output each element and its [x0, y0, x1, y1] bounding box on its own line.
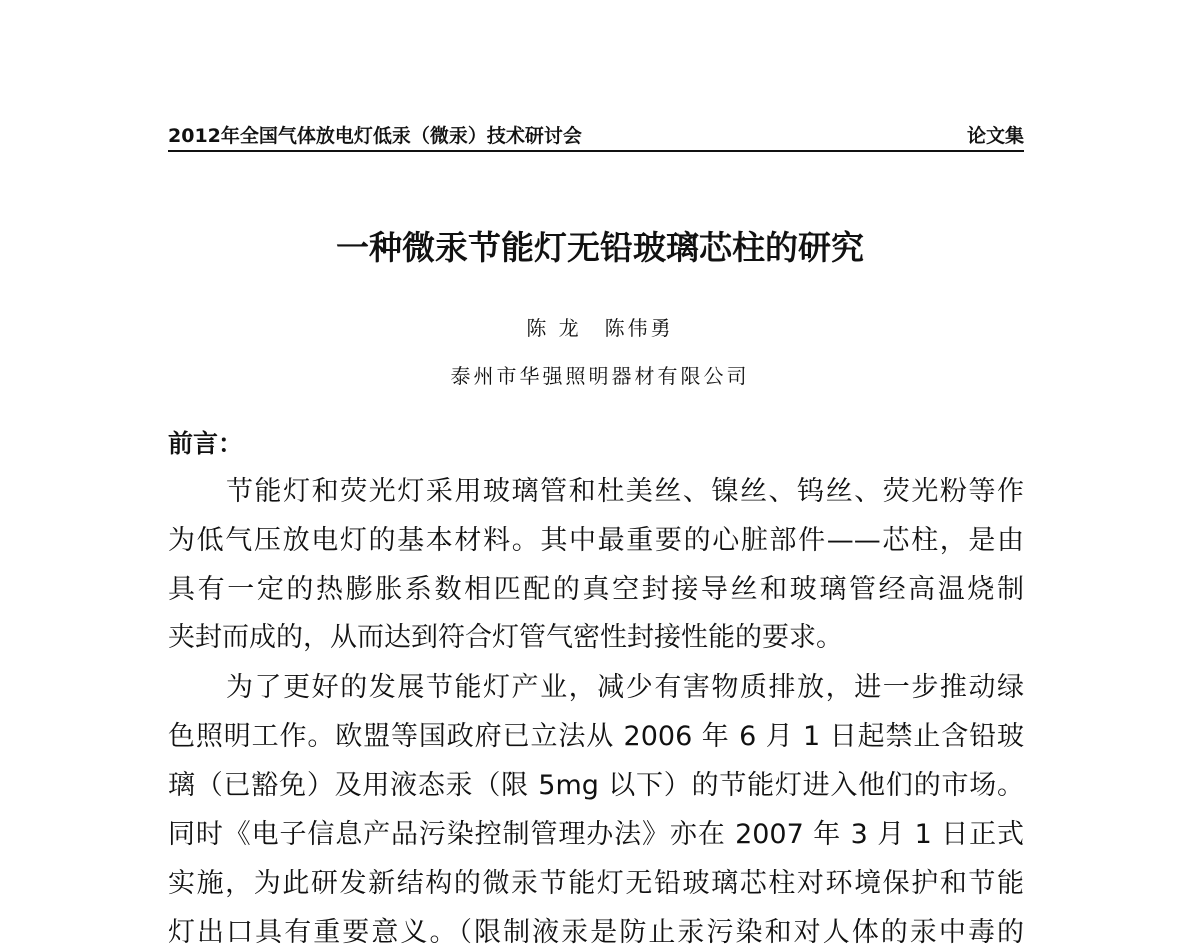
- body-line: 实施，为此研发新结构的微汞节能灯无铅玻璃芯柱对环境保护和节能: [168, 868, 1024, 899]
- section-heading: 前言：: [168, 429, 244, 458]
- paper-title: 一种微汞节能灯无铅玻璃芯柱的研究: [336, 228, 864, 267]
- body-line: 具有一定的热膨胀系数相匹配的真空封接导丝和玻璃管经高温烧制: [168, 574, 1024, 605]
- body-line: 为了更好的发展节能灯产业，减少有害物质排放，进一步推动绿: [226, 672, 1024, 703]
- body-line: 为低气压放电灯的基本材料。其中最重要的心脏部件——芯柱，是由: [168, 525, 1024, 556]
- paper-affiliation: 泰州市华强照明器材有限公司: [450, 364, 750, 388]
- running-header-collection: 论文集: [966, 125, 1024, 147]
- body-line: 节能灯和荧光灯采用玻璃管和杜美丝、镍丝、钨丝、荧光粉等作: [226, 476, 1024, 507]
- body-line: 璃（已豁免）及用液态汞（限 5mg 以下）的节能灯进入他们的市场。: [168, 770, 1024, 801]
- paper-authors: 陈 龙 陈伟勇: [526, 316, 674, 340]
- body-line: 同时《电子信息产品污染控制管理办法》亦在 2007 年 3 月 1 日正式: [168, 819, 1024, 850]
- running-header-conference: 2012年全国气体放电灯低汞（微汞）技术研讨会: [168, 125, 582, 147]
- header-rule: [168, 150, 1024, 152]
- body-line: 夹封而成的，从而达到符合灯管气密性封接性能的要求。: [168, 622, 843, 653]
- body-line: 灯出口具有重要意义。（限制液汞是防止汞污染和对人体的汞中毒的: [168, 917, 1024, 948]
- body-line: 色照明工作。欧盟等国政府已立法从 2006 年 6 月 1 日起禁止含铅玻: [168, 721, 1024, 752]
